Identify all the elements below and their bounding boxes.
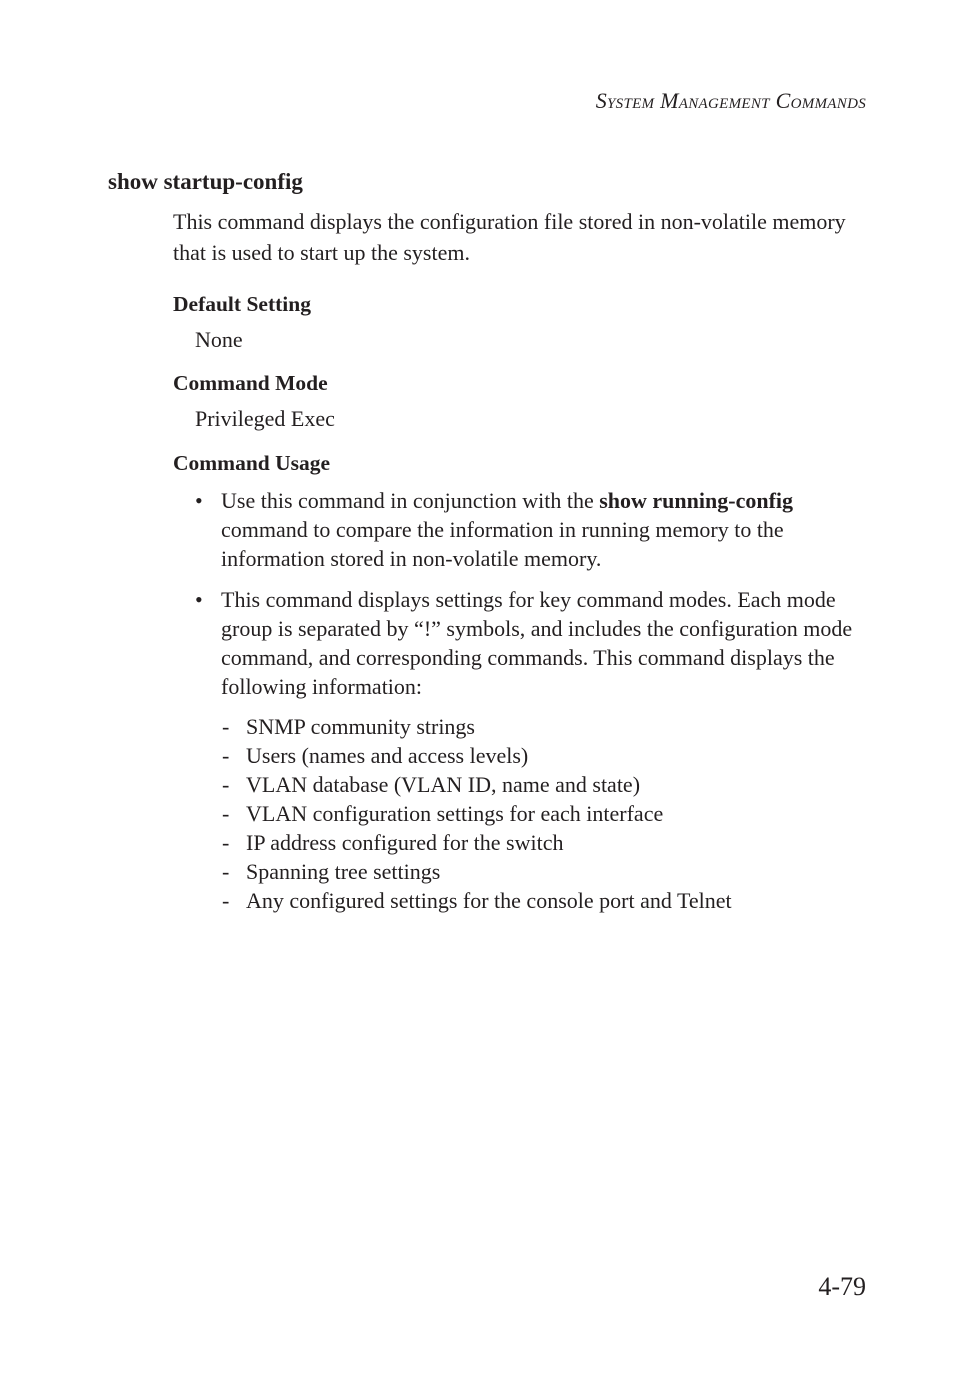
list-item — [220, 741, 732, 770]
list-item — [220, 799, 732, 828]
dash-marker: - — [222, 714, 230, 739]
list-item — [220, 828, 732, 857]
list-item-text: IP address configured for the switch — [246, 830, 564, 855]
dash-marker: - — [222, 888, 230, 913]
list-item-text: Any configured settings for the console port and Telnet — [246, 888, 732, 913]
dash-marker: - — [222, 859, 230, 884]
usage-bullet-2 — [195, 585, 867, 701]
usage-bullet-1-after: command to compare the information in running memory to the information stored in non-volatile memory. — [221, 517, 784, 571]
default-setting-value: None — [195, 327, 243, 352]
usage-bullet-1-before: Use this command in conjunction with the — [221, 488, 600, 513]
displayed-information-list — [220, 712, 732, 915]
page-number: 4-79 — [818, 1272, 866, 1301]
list-item — [220, 886, 732, 915]
dash-marker: - — [222, 743, 230, 768]
default-setting-heading: Default Setting — [173, 292, 311, 316]
dash-marker: - — [222, 772, 230, 797]
list-item — [220, 712, 732, 741]
running-header: System Management Commands — [595, 88, 866, 113]
show-running-config-command: show running-config — [599, 488, 794, 513]
list-item-text: SNMP community strings — [246, 714, 475, 739]
bullet-marker: • — [195, 587, 203, 612]
usage-bullet-1-text — [221, 486, 867, 573]
usage-bullet-2-text: This command displays settings for key command modes. Each mode group is separated by “!” symbols, and includes the configuration mode command, and corresponding commands. This command displays the following information: — [221, 587, 853, 699]
command-mode-heading: Command Mode — [173, 371, 328, 395]
list-item-text: Users (names and access levels) — [246, 743, 529, 768]
section-intro: This command displays the configuration file stored in non-volatile memory that is used to start up the system. — [173, 209, 846, 265]
dash-marker: - — [222, 801, 230, 826]
list-item — [220, 857, 732, 886]
bullet-marker: • — [195, 488, 203, 513]
dash-marker: - — [222, 830, 230, 855]
command-usage-heading: Command Usage — [173, 451, 331, 475]
list-item-text: VLAN database (VLAN ID, name and state) — [246, 772, 641, 797]
command-mode-value: Privileged Exec — [195, 406, 335, 431]
usage-bullet-1 — [195, 486, 867, 573]
list-item-text: Spanning tree settings — [246, 859, 441, 884]
list-item-text: VLAN configuration settings for each interface — [246, 801, 664, 826]
section-title: show startup-config — [108, 169, 303, 194]
list-item — [220, 770, 732, 799]
